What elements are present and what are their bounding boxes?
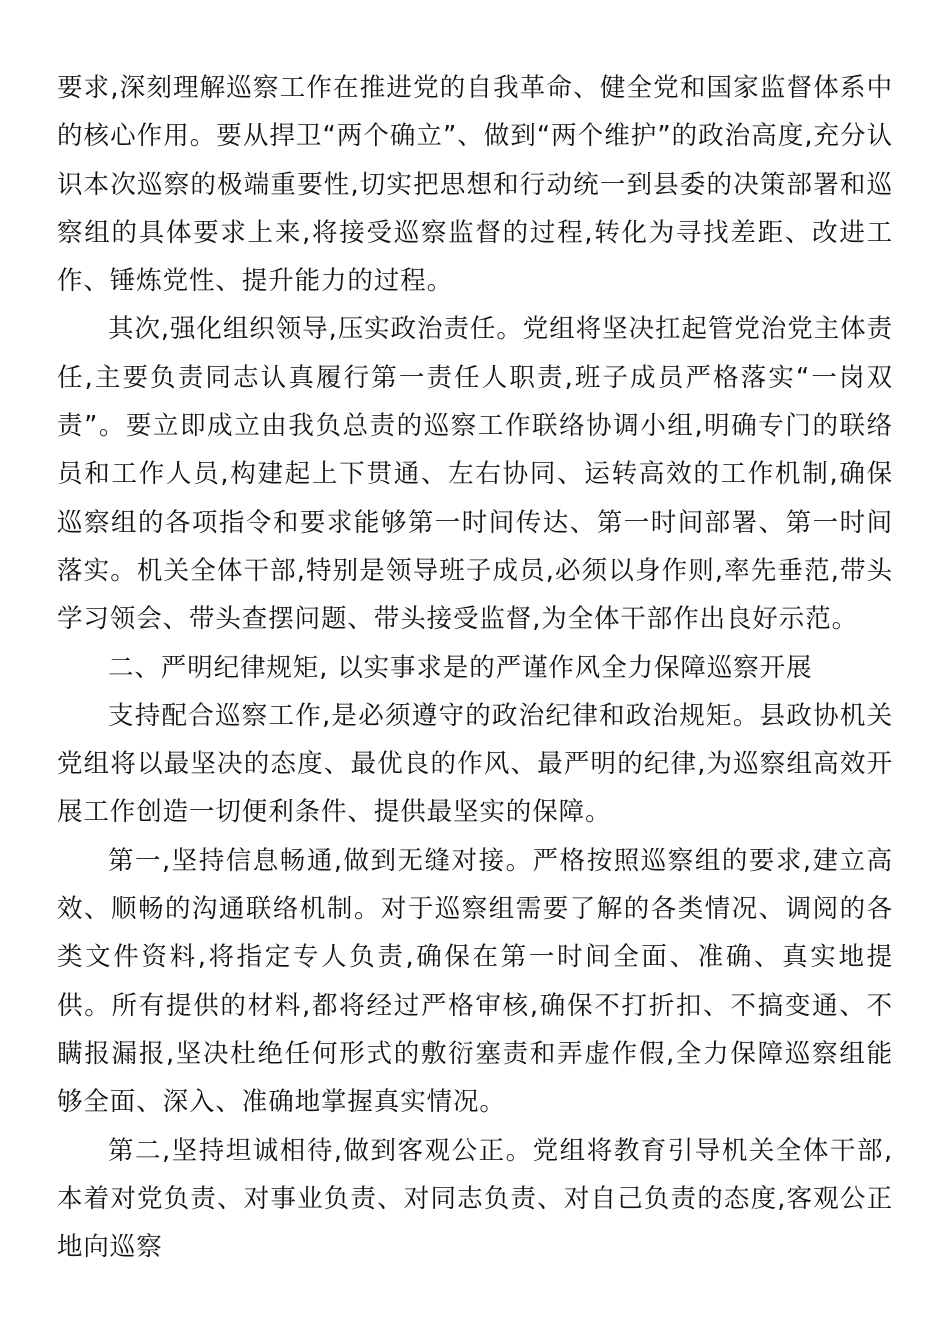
section-heading-two: 二、严明纪律规矩, 以实事求是的严谨作风全力保障巡察开展	[108, 652, 813, 683]
paragraph-organization-leadership: 其次,强化组织领导,压实政治责任。党组将坚决扛起管党治党主体责任,主要负责同志认真履行第一责任人职责,班子成员严格落实“一岗双责”。要立即成立由我负总责的巡察工作联络协调小组,明确专门的联络员和工作人员,构建起上下贯通、左右协同、运转高效的工作机制,确保巡察组的各项指令和要求能够第一时间传达、第一时间部署、第一时间落实。机关全体干部,特别是领导班子成员,必须以身作则,率先垂范,带头学习领会、带头查摆问题、带头接受监督,为全体干部作出良好示范。	[57, 314, 893, 635]
paragraph-support-inspection: 支持配合巡察工作,是必须遵守的政治纪律和政治规矩。县政协机关党组将以最坚决的态度、最优良的作风、最严明的纪律,为巡察组高效开展工作创造一切便利条件、提供最坚实的保障。	[57, 700, 893, 828]
document-page	[57, 64, 893, 1271]
paragraph-first-information: 第一,坚持信息畅通,做到无缝对接。严格按照巡察组的要求,建立高效、顺畅的沟通联络机制。对于巡察组需要了解的各类情况、调阅的各类文件资料,将指定专人负责,确保在第一时间全面、准确、真实地提供。所有提供的材料,都将经过严格审核,确保不打折扣、不搞变通、不瞒报漏报,坚决杜绝任何形式的敷衍塞责和弄虚作假,全力保障巡察组能够全面、深入、准确地掌握真实情况。	[57, 845, 893, 1118]
paragraph-continuation: 要求,深刻理解巡察工作在推进党的自我革命、健全党和国家监督体系中的核心作用。要从捍卫“两个确立”、做到“两个维护”的政治高度,充分认识本次巡察的极端重要性,切实把思想和行动统一到县委的决策部署和巡察组的具体要求上来,将接受巡察监督的过程,转化为寻找差距、改进工作、锤炼党性、提升能力的过程。	[57, 73, 893, 297]
paragraph-second-candor: 第二,坚持坦诚相待,做到客观公正。党组将教育引导机关全体干部,本着对党负责、对事业负责、对同志负责、对自己负责的态度,客观公正地向巡察	[57, 1135, 893, 1263]
